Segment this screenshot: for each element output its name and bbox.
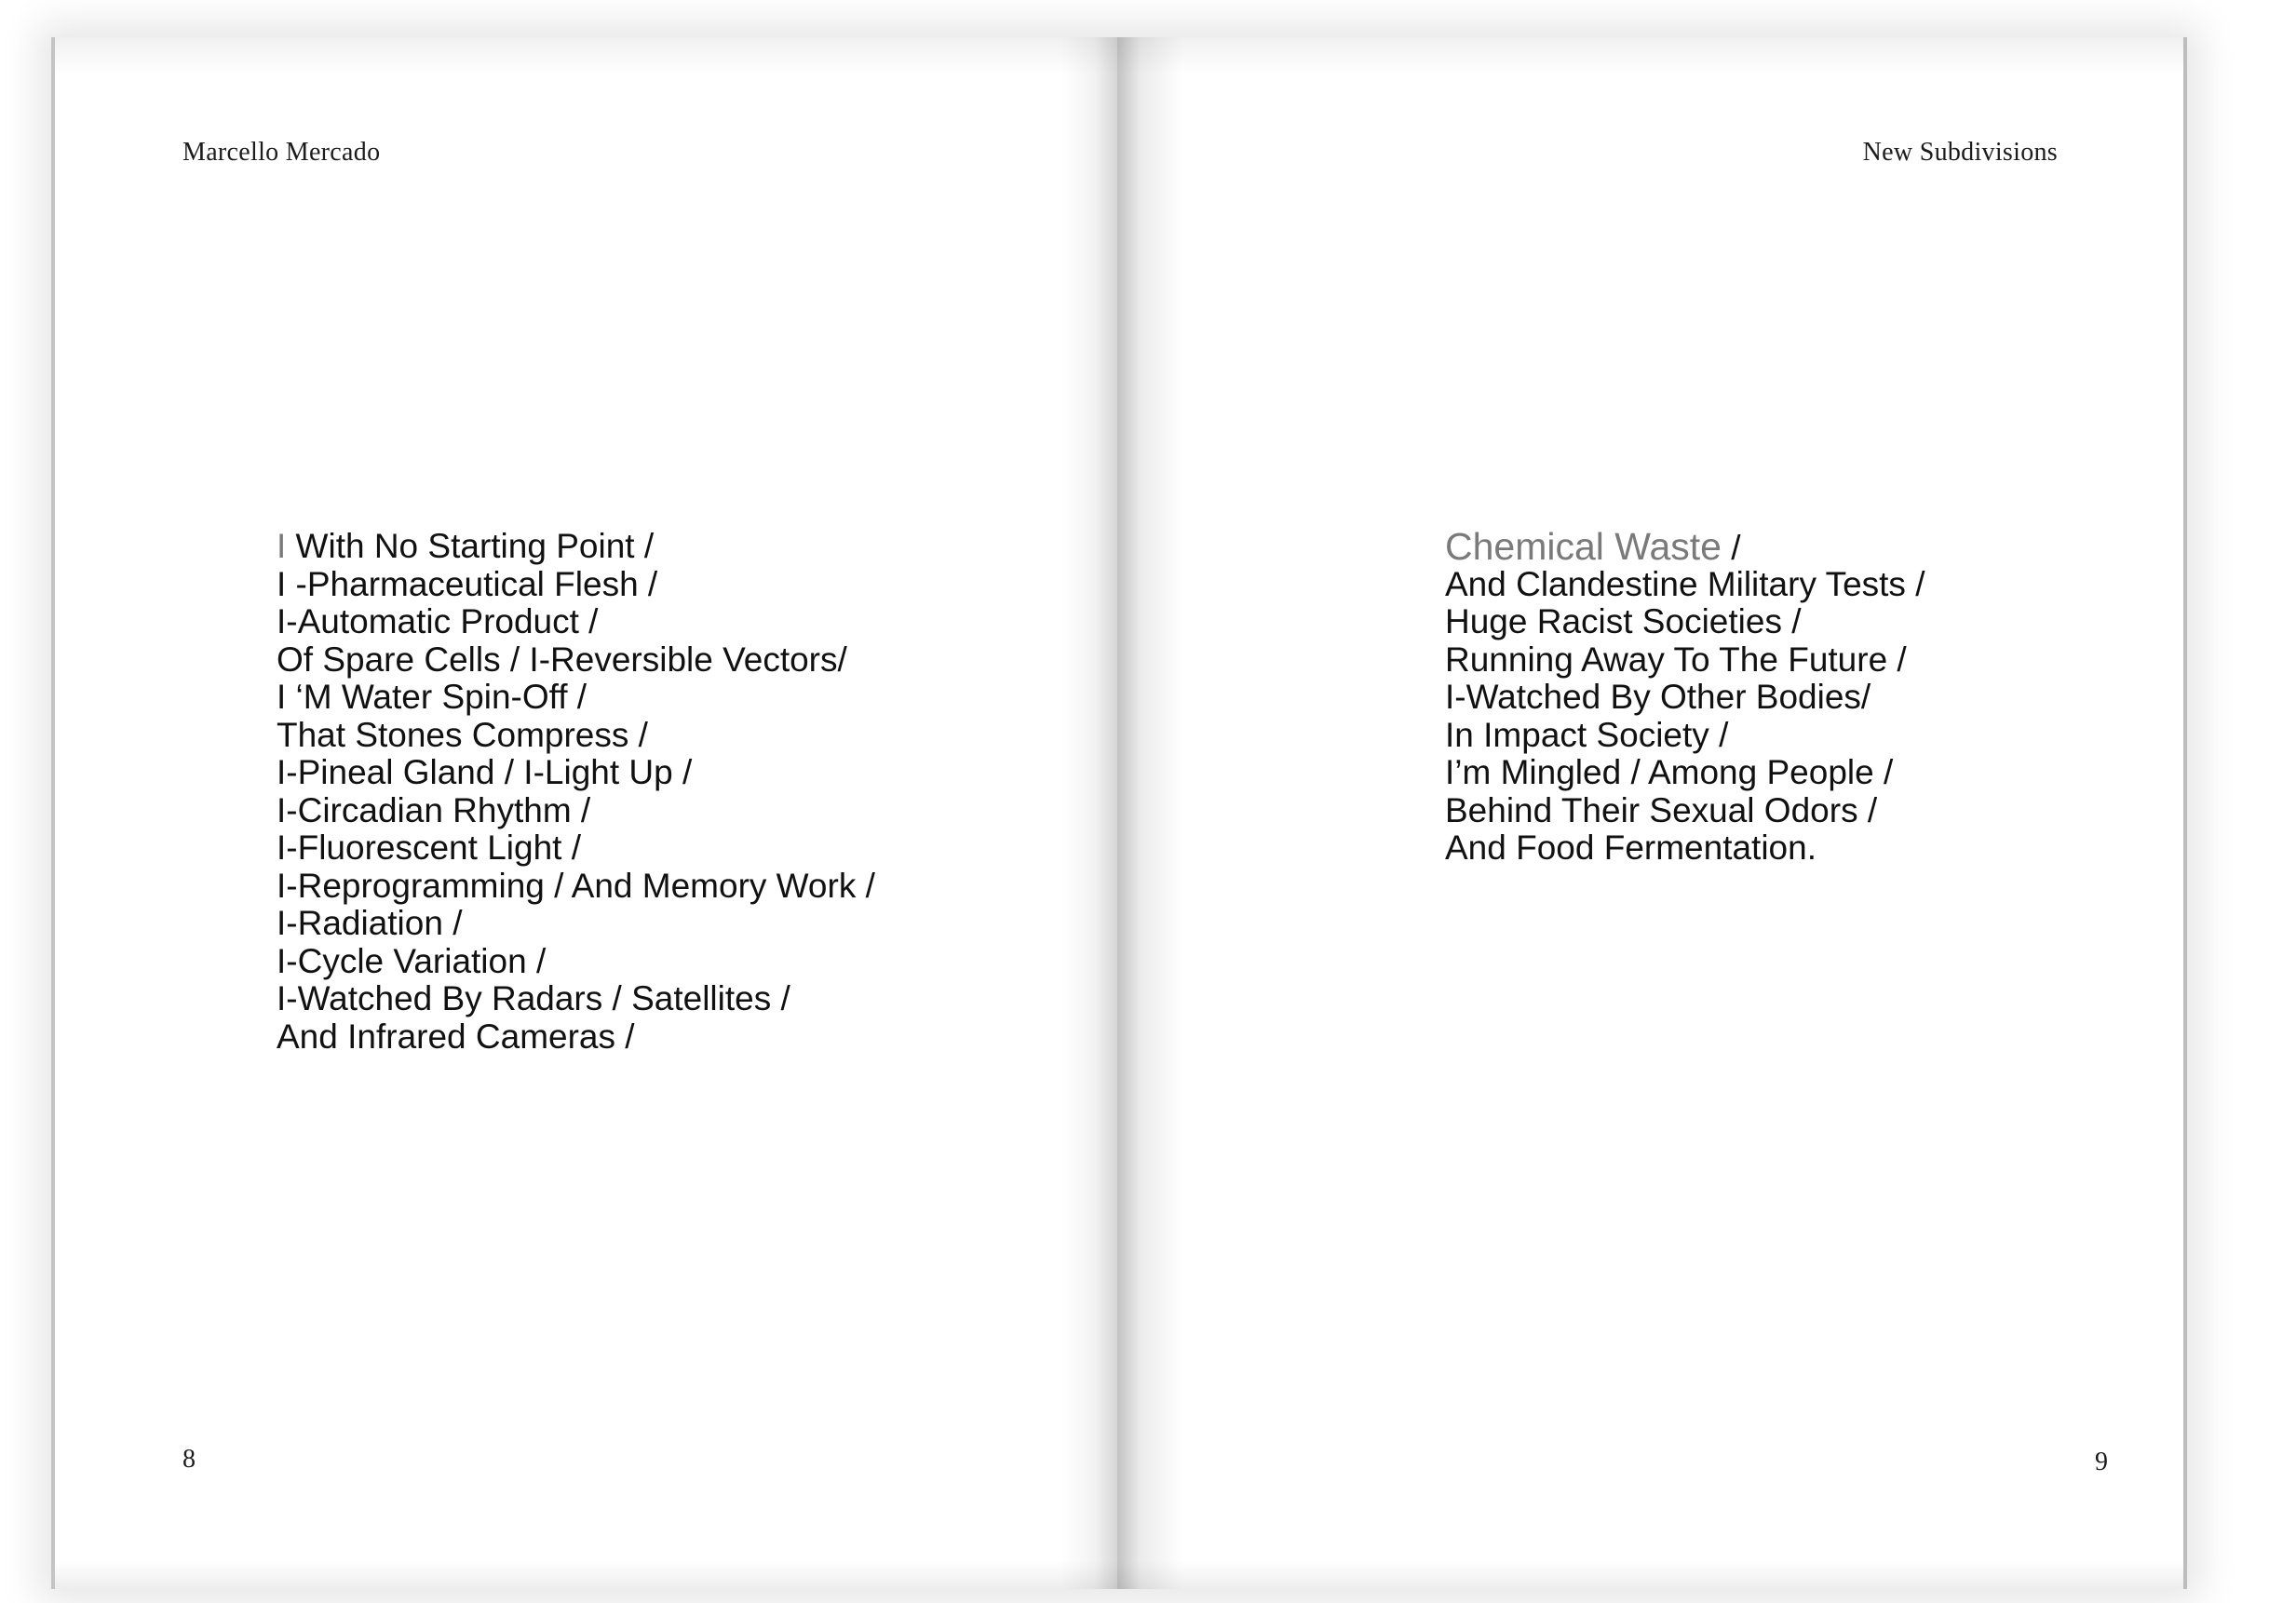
poem-line: I-Watched By Radars / Satellites /: [277, 979, 790, 1017]
poem-line: [277, 528, 875, 566]
poem-line: Huge Racist Societies /: [1445, 602, 1802, 640]
poem-line: I-Fluorescent Light /: [277, 828, 581, 867]
running-head-title: New Subdivisions: [1862, 138, 2058, 167]
poem-line: And Clandestine Military Tests /: [1445, 564, 1925, 603]
poem-line: I-Circadian Rhythm /: [277, 790, 591, 829]
poem-first-word: I: [277, 527, 287, 565]
poem-line: I -Pharmaceutical Flesh /: [277, 564, 658, 603]
poem-line: I-Cycle Variation /: [277, 941, 547, 980]
poem-line: [1445, 525, 1925, 568]
poem-first-line-rest: /: [1721, 529, 1741, 567]
book-spread: [51, 37, 2187, 1589]
poem-line: Running Away To The Future /: [1445, 640, 1907, 679]
poem-line: And Infrared Cameras /: [277, 1017, 635, 1056]
poem-line: Of Spare Cells / I-Reversible Vectors/: [277, 640, 847, 679]
gutter-shadow: [1061, 37, 1117, 1589]
right-page: [1117, 37, 2187, 1589]
page-number-right: 9: [2095, 1448, 2108, 1476]
left-page: [51, 37, 1117, 1589]
poem-first-phrase: Chemical Waste: [1445, 525, 1722, 568]
poem-line: I-Automatic Product /: [277, 602, 599, 640]
poem-line: In Impact Society /: [1445, 715, 1729, 754]
running-head-author: Marcello Mercado: [182, 138, 381, 167]
page-number-left: 8: [182, 1445, 196, 1474]
poem-line: I-Reprogramming / And Memory Work /: [277, 866, 875, 905]
poem-line: I-Radiation /: [277, 904, 463, 942]
gutter-shadow: [1117, 37, 1182, 1589]
poem-right: [1445, 525, 1925, 868]
poem-line: I-Watched By Other Bodies/: [1445, 678, 1871, 716]
poem-left: [277, 528, 875, 1056]
poem-line: Behind Their Sexual Odors /: [1445, 790, 1878, 829]
poem-line: I-Pineal Gland / I-Light Up /: [277, 753, 693, 791]
poem-line: That Stones Compress /: [277, 715, 648, 754]
poem-line: I ‘M Water Spin-Off /: [277, 678, 588, 716]
poem-first-line-rest: With No Starting Point /: [286, 527, 655, 565]
poem-line: I’m Mingled / Among People /: [1445, 753, 1894, 791]
poem-line: And Food Fermentation.: [1445, 828, 1817, 867]
